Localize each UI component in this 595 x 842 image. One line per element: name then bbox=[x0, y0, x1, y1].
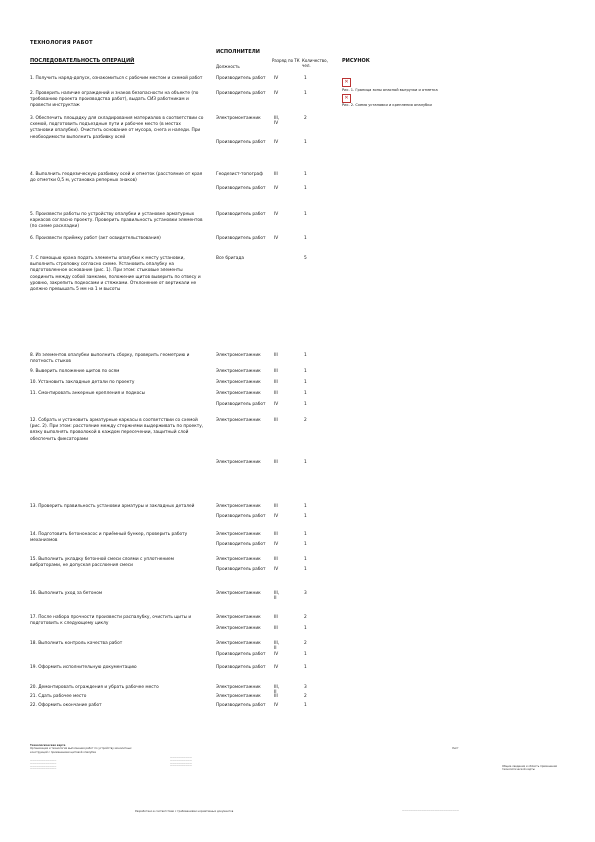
position-cell: Производитель работ bbox=[216, 212, 266, 217]
category-cell: IV bbox=[274, 402, 279, 407]
footer-mid: Разработано в соответствии с требованиями нормативных документов bbox=[135, 810, 234, 813]
operation-text: 10. Установить закладные детали по проекту bbox=[30, 380, 135, 385]
position-cell: Электромонтажник bbox=[216, 504, 261, 509]
quantity-cell: 1 bbox=[304, 76, 307, 81]
position-cell: Производитель работ bbox=[216, 652, 266, 657]
position-cell: Производитель работ bbox=[216, 140, 266, 145]
position-cell: Электромонтажник bbox=[216, 615, 261, 620]
figures-header: РИСУНОК bbox=[342, 58, 370, 64]
position-cell: Производитель работ bbox=[216, 186, 266, 191]
category-cell: III bbox=[274, 418, 278, 423]
quantity-cell: 3 bbox=[304, 685, 307, 690]
position-cell: Производитель работ bbox=[216, 567, 266, 572]
position-cell: Производитель работ bbox=[216, 542, 266, 547]
position-cell: Производитель работ bbox=[216, 402, 266, 407]
footer-right-body: Общие сведения и область применения технологической карты bbox=[502, 765, 557, 772]
quantity-cell: 1 bbox=[304, 665, 307, 670]
operation-text: 17. После набора прочности произвести распалубку, очистить щиты и подготовить к следующему циклу bbox=[30, 615, 192, 627]
quantity-cell: 1 bbox=[304, 140, 307, 145]
operation-text: 7. С помощью крана подать элементы опалубки к месту установки, выполнить строповку согласно схеме. Установить опалубку на подготовленное основание (рис. 1). При этом: стыковые элементы соединить между собой замками, положение щитов выверить по отвесу и уровню, закрепить подкосами и стяжками. Отклонение от вертикали не должно превышать 5 мм на 1 м высоты bbox=[30, 256, 201, 293]
figure-caption: Рис. 1. Граница зоны опасной выгрузки и отметка bbox=[342, 88, 438, 92]
operation-text: 18. Выполнить контроль качества работ bbox=[30, 641, 123, 646]
category-cell: III bbox=[274, 504, 278, 509]
quantity-cell: 1 bbox=[304, 460, 307, 465]
quantity-cell: 2 bbox=[304, 418, 307, 423]
category-cell: IV bbox=[274, 703, 279, 708]
position-cell: Электромонтажник bbox=[216, 591, 261, 596]
category-cell: III bbox=[274, 172, 278, 177]
category-cell: III bbox=[274, 615, 278, 620]
category-header: Разряд по ТК bbox=[272, 58, 300, 63]
quantity-cell: 1 bbox=[304, 542, 307, 547]
position-cell: Электромонтажник bbox=[216, 557, 261, 562]
footer-right-title: Лист bbox=[452, 747, 459, 750]
quantity-cell: 1 bbox=[304, 391, 307, 396]
figure-caption: Рис. 2. Схема установки и крепления опалубки bbox=[342, 103, 432, 107]
category-cell: III, II bbox=[274, 641, 280, 651]
quantity-cell: 1 bbox=[304, 504, 307, 509]
quantity-cell: 1 bbox=[304, 514, 307, 519]
position-header: Должность bbox=[216, 64, 240, 69]
category-cell: III bbox=[274, 369, 278, 374]
category-cell: III bbox=[274, 532, 278, 537]
operation-text: 3. Обеспечить площадку для складирования материалов в соответствии со схемой, подготовить подъездные пути и рабочее место (в местах установки опалубки). Очистить основание от мусора, снега и наледи. При необходимости выполнить разбивку осей bbox=[30, 116, 204, 140]
category-cell: III bbox=[274, 694, 278, 699]
quantity-cell: 1 bbox=[304, 380, 307, 385]
operation-text: 5. Произвести работы по устройству опалубки и установке арматурных каркасов согласно проекту. Проверить правильность установки элементов (по схеме раскладки) bbox=[30, 212, 203, 230]
category-cell: IV bbox=[274, 567, 279, 572]
quantity-cell: 1 bbox=[304, 236, 307, 241]
operation-text: 4. Выполнить геодезическую разбивку осей и отметок (расстояние от края до отметки 0,5 м, установка реперных знаков) bbox=[30, 172, 203, 184]
image-placeholder-icon: ✕ bbox=[342, 78, 351, 87]
operation-text: 21. Сдать рабочее место bbox=[30, 694, 87, 699]
category-cell: IV bbox=[274, 514, 279, 519]
quantity-cell: 3 bbox=[304, 591, 307, 596]
operation-text: 2. Проверить наличие ограждений и знаков безопасности на объекте (по требованию проекта производства работ), выдать СИЗ работникам и провести инструктаж bbox=[30, 91, 199, 109]
category-cell: IV bbox=[274, 652, 279, 657]
position-cell: Электромонтажник bbox=[216, 380, 261, 385]
footer-left-body: Организация и технология выполнения работ по устройству монолитных конструкций с применением щитовой опалубки bbox=[30, 747, 132, 754]
footer-right-note: —————————————————————————— bbox=[402, 809, 459, 812]
operation-text: 9. Выверить положение щитов по осям bbox=[30, 369, 120, 374]
position-cell: Электромонтажник bbox=[216, 532, 261, 537]
category-cell: IV bbox=[274, 236, 279, 241]
quantity-cell: 1 bbox=[304, 172, 307, 177]
operation-text: 15. Выполнить укладку бетонной смеси слоями с уплотнением вибраторами, не допуская расслоения смеси bbox=[30, 557, 174, 569]
quantity-cell: 5 bbox=[304, 256, 307, 261]
quantity-cell: 1 bbox=[304, 652, 307, 657]
quantity-cell: 1 bbox=[304, 353, 307, 358]
category-cell: III bbox=[274, 626, 278, 631]
quantity-cell: 1 bbox=[304, 557, 307, 562]
footer-signature-block: ———————————— ———————————— ———————————— ———————————— bbox=[30, 759, 57, 771]
category-cell: IV bbox=[274, 212, 279, 217]
quantity-cell: 1 bbox=[304, 703, 307, 708]
category-cell: III bbox=[274, 557, 278, 562]
operation-text: 22. Оформить окончание работ bbox=[30, 703, 102, 708]
category-cell: III bbox=[274, 460, 278, 465]
operation-text: 1. Получить наряд-допуск, ознакомиться с рабочим местом и схемой работ bbox=[30, 76, 203, 81]
position-cell: Электромонтажник bbox=[216, 626, 261, 631]
position-cell: Производитель работ bbox=[216, 703, 266, 708]
quantity-header: Количество, чел. bbox=[302, 58, 328, 68]
quantity-cell: 1 bbox=[304, 532, 307, 537]
operation-text: 14. Подготовить бетононасос и приёмный бункер, проверить работу механизмов bbox=[30, 532, 188, 544]
category-cell: III, II bbox=[274, 591, 280, 601]
position-cell: Производитель работ bbox=[216, 236, 266, 241]
quantity-cell: 2 bbox=[304, 694, 307, 699]
quantity-cell: 2 bbox=[304, 116, 307, 121]
category-cell: III, IV bbox=[274, 116, 280, 126]
quantity-cell: 1 bbox=[304, 186, 307, 191]
footer-stamp-block: —————————— —————————— —————————— —————————— bbox=[170, 756, 192, 768]
footer-left-title: Технологическая карта bbox=[30, 744, 66, 747]
footer-left bbox=[30, 744, 140, 754]
category-cell: IV bbox=[274, 76, 279, 81]
position-cell: Электромонтажник bbox=[216, 353, 261, 358]
operation-text: 12. Собрать и установить арматурные каркасы в соответствии со схемой (рис. 2). При этом: расстояние между стержнями выдерживать по проекту, вязку выполнять проволокой в каждом пересечении, защитный слой обеспечить фиксаторами bbox=[30, 418, 204, 442]
operation-text: 13. Проверить правильность установки арматуры и закладных деталей bbox=[30, 504, 195, 509]
category-cell: IV bbox=[274, 186, 279, 191]
category-cell: IV bbox=[274, 91, 279, 96]
category-cell: III bbox=[274, 380, 278, 385]
executors-header: ИСПОЛНИТЕЛИ bbox=[216, 49, 260, 55]
quantity-cell: 1 bbox=[304, 567, 307, 572]
quantity-cell: 1 bbox=[304, 626, 307, 631]
position-cell: Электромонтажник bbox=[216, 418, 261, 423]
position-cell: Электромонтажник bbox=[216, 694, 261, 699]
quantity-cell: 2 bbox=[304, 641, 307, 646]
quantity-cell: 1 bbox=[304, 369, 307, 374]
position-cell: Все бригада bbox=[216, 256, 244, 261]
position-cell: Электромонтажник bbox=[216, 116, 261, 121]
category-cell: III bbox=[274, 353, 278, 358]
category-cell: III bbox=[274, 391, 278, 396]
position-cell: Электромонтажник bbox=[216, 369, 261, 374]
position-cell: Электромонтажник bbox=[216, 685, 261, 690]
sequence-header: ПОСЛЕДОВАТЕЛЬНОСТЬ ОПЕРАЦИЙ bbox=[30, 58, 135, 64]
category-cell: IV bbox=[274, 140, 279, 145]
position-cell: Геодезист-топограф bbox=[216, 172, 263, 177]
operation-text: 20. Демонтировать ограждения и убрать рабочее место bbox=[30, 685, 159, 690]
quantity-cell: 1 bbox=[304, 212, 307, 217]
position-cell: Производитель работ bbox=[216, 665, 266, 670]
category-cell: IV bbox=[274, 665, 279, 670]
position-cell: Электромонтажник bbox=[216, 460, 261, 465]
position-cell: Электромонтажник bbox=[216, 641, 261, 646]
document-title: ТЕХНОЛОГИЯ РАБОТ bbox=[30, 40, 93, 46]
quantity-cell: 1 bbox=[304, 402, 307, 407]
image-placeholder-icon: ✕ bbox=[342, 94, 351, 103]
position-cell: Производитель работ bbox=[216, 91, 266, 96]
position-cell: Производитель работ bbox=[216, 514, 266, 519]
operation-text: 11. Смонтировать анкерные крепления и подкосы bbox=[30, 391, 145, 396]
operation-text: 6. Произвести приёмку работ (акт освидетельствования) bbox=[30, 236, 161, 241]
operation-text: 16. Выполнить уход за бетоном bbox=[30, 591, 103, 596]
operation-text: 19. Оформить исполнительную документацию bbox=[30, 665, 137, 670]
quantity-cell: 2 bbox=[304, 615, 307, 620]
category-cell: III, II bbox=[274, 685, 280, 695]
operation-text: 8. Из элементов опалубки выполнить сборку, проверить геометрию и плотность стыков bbox=[30, 353, 190, 365]
position-cell: Электромонтажник bbox=[216, 391, 261, 396]
position-cell: Производитель работ bbox=[216, 76, 266, 81]
category-cell: IV bbox=[274, 542, 279, 547]
quantity-cell: 1 bbox=[304, 91, 307, 96]
